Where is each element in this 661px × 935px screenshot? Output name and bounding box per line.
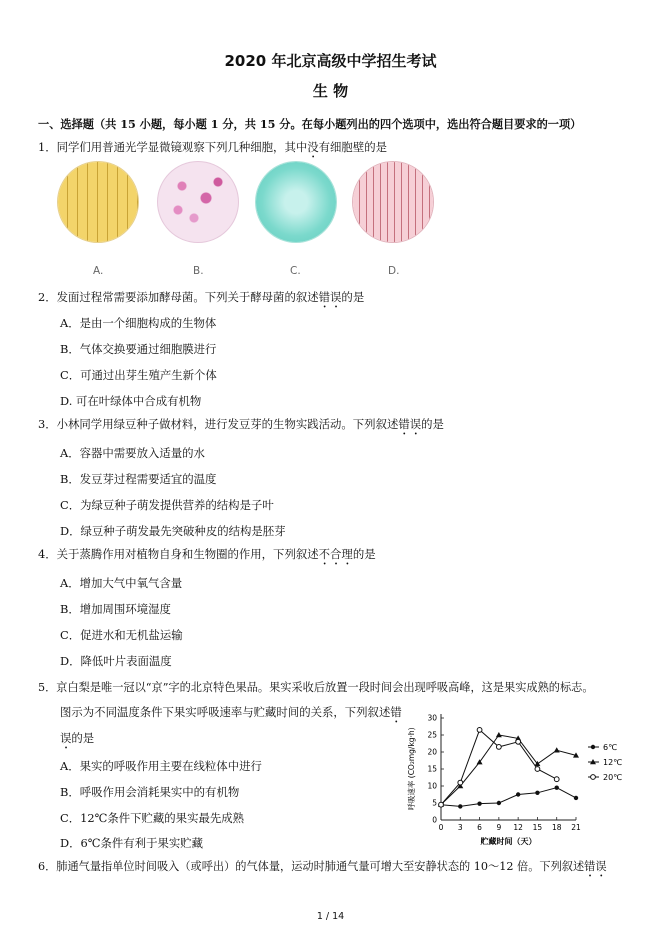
data-point <box>477 801 481 805</box>
question-1 <box>38 139 387 161</box>
y-tick-label: 0 <box>432 815 437 825</box>
q5-line2-text: 图示为不同温度条件下果实呼吸速率与贮藏时间的关系，下列叙述 <box>60 705 391 719</box>
q5-option-d: D．6℃条件有利于果实贮藏 <box>60 836 204 850</box>
respiration-chart <box>405 713 640 853</box>
q4-text-pre: 4．关于蒸腾作用对植物自身和生物圈的作用，下列叙述 <box>38 547 319 561</box>
data-point <box>439 802 444 807</box>
subject-title: 生 物 <box>312 82 349 100</box>
exam-title: 2020 年北京高级中学招生考试 <box>224 52 437 70</box>
question-3 <box>38 416 444 438</box>
x-tick-label: 15 <box>532 823 543 832</box>
question-2 <box>38 289 364 311</box>
q6-text-pre: 6．肺通气量指单位时间吸入（或呼出）的气体量，运动时肺通气量可增大至安静状态的 10～12 倍。下列叙述 <box>38 860 585 873</box>
q5-emphasis-2: 误 <box>60 731 72 745</box>
q4-emphasis: 不合理 <box>318 547 353 561</box>
data-point <box>535 767 540 772</box>
x-tick-label: 9 <box>496 823 502 832</box>
question-4 <box>38 546 376 568</box>
y-axis-label: 呼吸速率 (CO₂mg/kg·h) <box>407 727 416 811</box>
question-5-line-2 <box>60 704 402 726</box>
x-tick-label: 21 <box>571 823 581 832</box>
data-point <box>458 804 462 808</box>
legend-marker <box>591 745 595 749</box>
q3-option-b: B．发豆芽过程需要适宜的温度 <box>60 472 217 486</box>
q5-option-b: B．呼吸作用会消耗果实中的有机物 <box>60 785 240 799</box>
q3-option-d: D．绿豆种子萌发最先突破种皮的结构是胚芽 <box>60 524 286 538</box>
q2-option-c: C．可通过出芽生殖产生新个体 <box>60 368 217 382</box>
q1-emphasis: 没 <box>307 140 319 154</box>
data-point <box>535 791 539 795</box>
data-point <box>458 780 463 785</box>
cell-image-c <box>256 162 336 242</box>
x-tick-label: 18 <box>551 823 562 832</box>
data-point <box>497 801 501 805</box>
q3-option-c: C．为绿豆种子萌发提供营养的结构是子叶 <box>60 498 274 512</box>
q3-text-post: 的是 <box>421 417 444 431</box>
q2-option-a: A．是由一个细胞构成的生物体 <box>60 316 217 330</box>
y-tick-label: 5 <box>432 798 437 808</box>
data-point <box>554 747 560 752</box>
q2-text-pre: 2．发面过程常需要添加酵母菌。下列关于酵母菌的叙述 <box>38 290 319 304</box>
cell-label-c: C. <box>290 265 301 277</box>
q5-option-a: A．果实的呼吸作用主要在线粒体中进行 <box>60 759 262 773</box>
cell-label-a: A. <box>93 265 104 277</box>
q5-option-c: C．12℃条件下贮藏的果实最先成熟 <box>60 811 245 825</box>
series-line-1 <box>441 735 576 805</box>
cell-image-d <box>353 162 433 242</box>
cell-image-a <box>58 162 138 242</box>
question-5-line-3 <box>60 730 94 752</box>
legend-label: 12℃ <box>603 758 623 767</box>
q5-emphasis-1: 错 <box>390 705 402 719</box>
cell-label-d: D. <box>388 265 400 277</box>
q1-text-post: 有细胞壁的是 <box>318 140 387 154</box>
series-line-0 <box>441 788 576 807</box>
data-point <box>516 739 521 744</box>
x-tick-label: 6 <box>477 823 482 832</box>
legend-marker <box>591 775 596 780</box>
q3-text-pre: 3．小林同学用绿豆种子做材料，进行发豆芽的生物实践活动。下列叙述 <box>38 417 399 431</box>
section-heading: 一、选择题（共 15 小题，每小题 1 分，共 15 分。在每小题列出的四个选项中，选出符合题目要求的一项） <box>38 117 582 131</box>
legend-label: 20℃ <box>603 773 623 782</box>
q6-emphasis: 错误 <box>584 860 607 873</box>
q2-text-post: 的是 <box>341 290 365 304</box>
data-point <box>516 792 520 796</box>
question-5-line-1: 5．京白梨是唯一冠以“京”字的北京特色果品。果实采收后放置一段时间会出现呼吸高峰，这是果实成熟的标志。 <box>38 681 594 694</box>
y-tick-label: 30 <box>427 713 437 723</box>
x-tick-label: 12 <box>513 823 523 832</box>
q5-line3-text: 的是 <box>71 731 95 745</box>
y-tick-label: 20 <box>427 747 437 757</box>
y-tick-label: 15 <box>427 764 437 774</box>
q3-emphasis: 错误 <box>398 417 422 431</box>
q4-text-post: 的是 <box>352 547 376 561</box>
q2-emphasis: 错误 <box>318 290 342 304</box>
data-point <box>555 786 559 790</box>
data-point <box>477 728 482 733</box>
question-6 <box>38 858 607 880</box>
q4-option-b: B．增加周围环境湿度 <box>60 602 171 616</box>
data-point <box>554 777 559 782</box>
q2-option-b: B．气体交换要通过细胞膜进行 <box>60 342 217 356</box>
q2-option-d: D. 可在叶绿体中合成有机物 <box>60 394 202 408</box>
data-point <box>574 796 578 800</box>
x-axis-label: 贮藏时间（天） <box>480 837 537 846</box>
q4-option-a: A．增加大气中氧气含量 <box>60 576 183 590</box>
q4-option-c: C．促进水和无机盐运输 <box>60 628 183 642</box>
x-tick-label: 0 <box>438 823 444 832</box>
data-point <box>496 732 502 737</box>
y-tick-label: 10 <box>427 781 437 791</box>
data-point <box>496 745 501 750</box>
y-tick-label: 25 <box>427 730 437 740</box>
q4-option-d: D．降低叶片表面温度 <box>60 654 172 668</box>
cell-image-b <box>158 162 238 242</box>
page-number: 1 / 14 <box>316 911 345 922</box>
cell-label-b: B. <box>193 265 204 277</box>
x-tick-label: 3 <box>457 823 463 832</box>
q3-option-a: A．容器中需要放入适量的水 <box>60 446 205 460</box>
legend-label: 6℃ <box>603 743 618 752</box>
q1-text-pre: 1．同学们用普通光学显微镜观察下列几种细胞，其中 <box>38 140 308 154</box>
